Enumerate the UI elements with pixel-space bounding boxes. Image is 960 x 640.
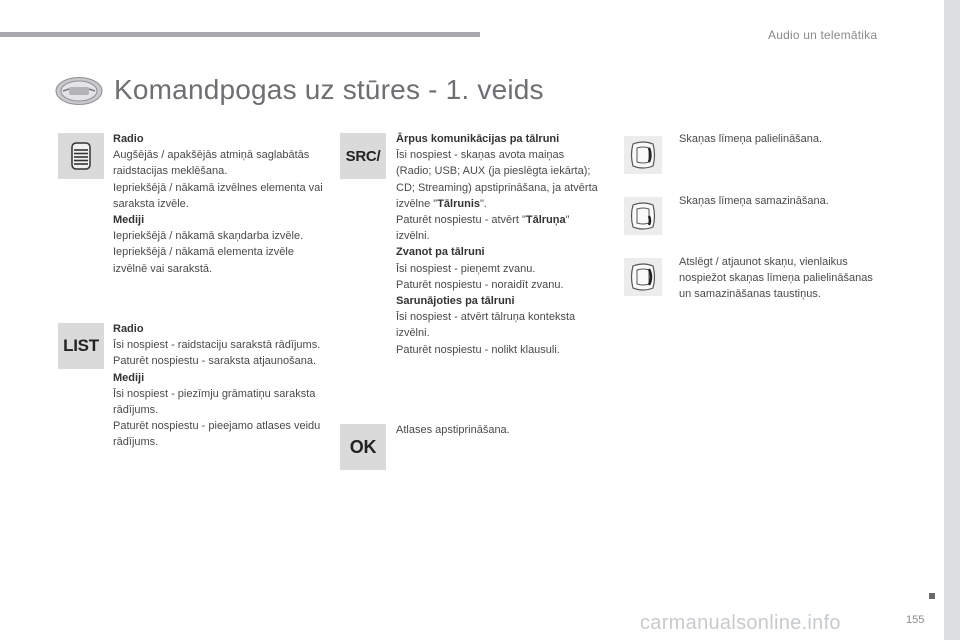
block-text: Īsi nospiest - pieņemt zvanu. <box>396 262 536 275</box>
block-text: Iepriekšējā / nākamā elementa izvēle izvēlnē vai sarakstā. <box>113 246 294 275</box>
block-text: Atslēgt / atjaunot skaņu, vienlaikus nospiežot skaņas līmeņa palielināšanas un samazināšanas taustiņus. <box>679 256 873 301</box>
block-heading: Sarunājoties pa tālruni <box>396 295 515 308</box>
block-emphasis: Tālrunis <box>437 197 480 210</box>
block-text: Iepriekšējā / nākamā izvēlnes elementa vai saraksta izvēle. <box>113 181 323 210</box>
steering-wheel-title-icon <box>55 76 103 106</box>
block-text: Īsi nospiest - raidstaciju sarakstā rādījums. <box>113 339 321 352</box>
mute-icon <box>626 260 660 294</box>
block-text: Paturēt nospiestu - noraidīt zvanu. <box>396 278 564 291</box>
block-text: Iepriekšējā / nākamā skaņdarba izvēle. <box>113 230 304 243</box>
volume-up-icon <box>626 138 660 172</box>
block-text: Īsi nospiest - atvērt tālruņa konteksta izvēlni. <box>396 311 576 340</box>
block-heading: Radio <box>113 323 144 335</box>
block-heading: Mediji <box>113 371 145 384</box>
block-heading: Mediji <box>113 214 145 227</box>
ok-button-label: OK <box>349 436 377 457</box>
watermark: carmanualsonline.info <box>640 612 841 634</box>
block-text: Paturēt nospiestu - pieejamo atlases veidu rādījums. <box>113 420 321 449</box>
src-button-description <box>396 131 601 358</box>
page-marker <box>929 593 935 599</box>
block-text: ". <box>480 197 487 210</box>
block-text: Augšējās / apakšējās atmiņā saglabātās raidstacijas meklēšana. <box>113 149 310 178</box>
block-text: Paturēt nospiestu - atvērt " <box>396 214 526 227</box>
src-button-label: SRC/ <box>345 147 381 165</box>
radio-media-scroll-description <box>113 131 323 277</box>
block-text: Īsi nospiest - piezīmju grāmatiņu saraksta rādījums. <box>113 387 316 417</box>
block-text: Atlases apstiprināšana. <box>396 424 510 436</box>
section-label: Audio un telemātika <box>768 28 878 42</box>
block-text: Skaņas līmeņa palielināšana. <box>679 133 823 145</box>
list-button-description <box>113 321 323 451</box>
scroll-wheel-button <box>58 133 104 179</box>
list-button <box>58 323 104 369</box>
src-button <box>340 133 386 179</box>
page-number: 155 <box>906 614 925 626</box>
block-emphasis: Tālruņa <box>525 214 566 227</box>
block-text: Skaņas līmeņa samazināšana. <box>679 195 829 207</box>
volume-down-icon <box>626 199 660 233</box>
block-text: Paturēt nospiestu - nolikt klausuli. <box>396 343 560 356</box>
ok-button-description <box>396 422 601 438</box>
volume-up-button <box>624 136 662 174</box>
mute-button <box>624 258 662 296</box>
block-text: Paturēt nospiestu - saraksta atjaunošana. <box>113 355 317 368</box>
scroll-wheel-icon <box>68 141 94 171</box>
volume-down-description <box>679 193 879 209</box>
block-heading: Ārpus komunikācijas pa tālruni <box>396 133 560 145</box>
page-edge-strip <box>944 0 960 640</box>
page-title: Komandpogas uz stūres - 1. veids <box>114 74 544 105</box>
mute-description <box>679 254 879 303</box>
volume-down-button <box>624 197 662 235</box>
block-heading: Zvanot pa tālruni <box>396 246 485 259</box>
block-heading: Radio <box>113 133 144 145</box>
header-bar <box>0 32 480 37</box>
list-button-label: LIST <box>63 336 99 355</box>
ok-button <box>340 424 386 470</box>
volume-up-description <box>679 131 879 147</box>
block-text: " izvēlni. <box>396 214 570 243</box>
block-text: Īsi nospiest - skaņas avota maiņas (Radio; USB; AUX (ja pieslēgta iekārta); CD; Streaming) apstiprināšana, ja atvērta izvēlne " <box>396 149 598 210</box>
